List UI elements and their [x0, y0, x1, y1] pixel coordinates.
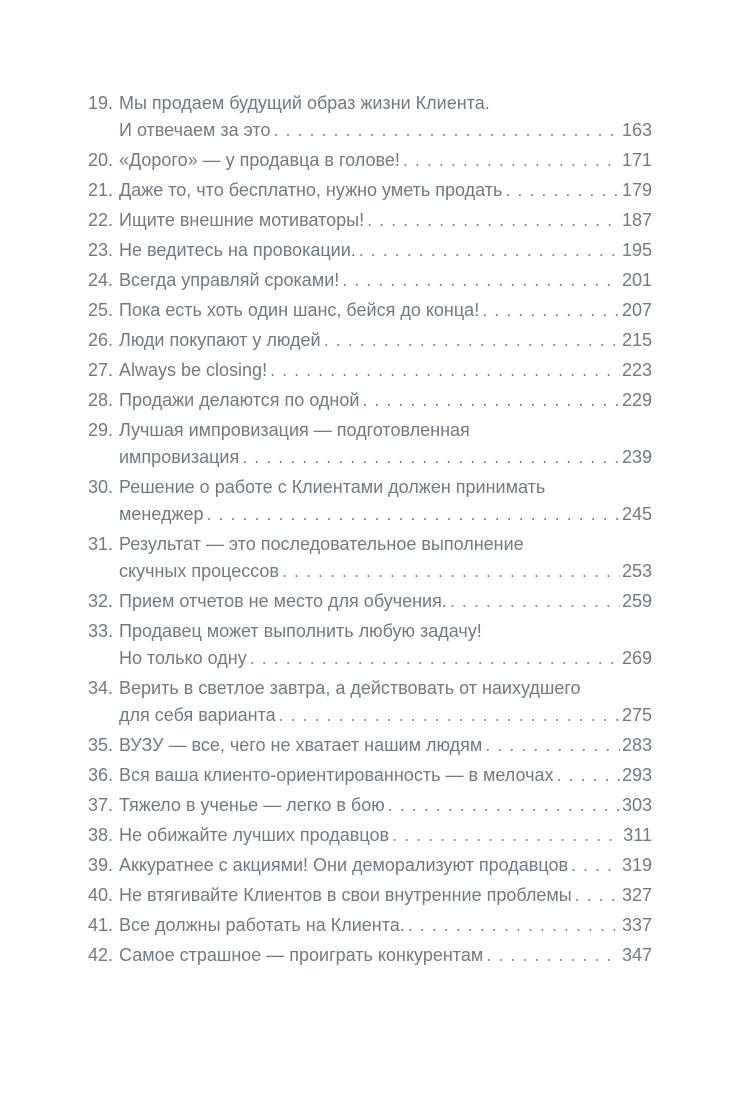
dot-leader — [388, 792, 620, 819]
toc-entry-page-number: 283 — [621, 735, 652, 755]
toc-entry-page-number: 259 — [621, 591, 652, 611]
toc-entry-body — [119, 327, 652, 354]
toc-entry-page-number: 293 — [621, 765, 652, 785]
dot-leader — [485, 732, 620, 759]
toc-entry — [88, 90, 652, 144]
toc-entry-leader-line — [119, 912, 652, 939]
toc-entry-body — [119, 237, 652, 264]
toc-entry-title-line: Продавец может выполнить любую задачу! — [119, 621, 482, 641]
toc-entry-title: Прием отчетов не место для обучения. — [119, 591, 447, 611]
toc-entry-title: Все должны работать на Клиента. — [119, 915, 405, 935]
toc-entry-leader-line — [119, 297, 652, 324]
toc-entry-number: 42. — [88, 945, 114, 965]
toc-entry — [88, 474, 652, 528]
toc-entry-leader-line — [119, 237, 652, 264]
toc-entry-title: Не ведитесь на провокации. — [119, 240, 356, 260]
toc-entry — [88, 732, 652, 759]
dot-leader — [362, 387, 620, 414]
toc-entry-title-line: Верить в светлое завтра, а действовать от наихудшего — [119, 678, 581, 698]
toc-entry-title: Always be closing! — [119, 360, 268, 380]
toc-entry-number: 33. — [88, 621, 114, 641]
toc-entry-body — [119, 882, 652, 909]
toc-entry-title: Не втягивайте Клиентов в свои внутренние проблемы — [119, 885, 572, 905]
toc-entry-body — [119, 852, 652, 879]
toc-entry-leader-line — [119, 942, 652, 969]
toc-entry-number: 41. — [88, 915, 114, 935]
toc-entry-body — [119, 267, 652, 294]
dot-leader — [403, 147, 620, 174]
toc-entry — [88, 912, 652, 939]
toc-entry-number: 31. — [88, 534, 114, 554]
toc-entry-title: Пока есть хоть один шанс, бейся до конца! — [119, 300, 480, 320]
toc-entry-page-number: 347 — [621, 945, 652, 965]
toc-entry-title: Даже то, что бесплатно, нужно уметь продать — [119, 180, 503, 200]
toc-entry — [88, 882, 652, 909]
toc-entry-number: 30. — [88, 477, 114, 497]
toc-entry-title: Но только одну — [119, 648, 247, 668]
toc-entry-page-number: 275 — [621, 705, 652, 725]
toc-entry — [88, 675, 652, 729]
toc-entry-page-number: 215 — [621, 330, 652, 350]
toc-entry-leader-line — [119, 852, 652, 879]
toc-entry-number: 28. — [88, 390, 114, 410]
toc-entry-number: 32. — [88, 591, 114, 611]
toc-entry-title: Люди покупают у людей — [119, 330, 321, 350]
dot-leader — [242, 444, 620, 471]
toc-entry-number: 19. — [88, 93, 114, 113]
toc-entry-title: Аккуратнее с акциями! Они деморализуют продавцов — [119, 855, 569, 875]
toc-entry-body — [119, 618, 652, 672]
toc-entry-leader-line — [119, 588, 652, 615]
toc-entry-leader-line — [119, 357, 652, 384]
dot-leader — [571, 852, 620, 879]
toc-entry-leader-line — [119, 732, 652, 759]
dot-leader — [250, 645, 620, 672]
toc-entry — [88, 531, 652, 585]
toc-entry-leader-line — [119, 792, 652, 819]
toc-entry-page-number: 311 — [623, 825, 652, 845]
toc-entry — [88, 267, 652, 294]
toc-entry-number: 39. — [88, 855, 114, 875]
toc-entry — [88, 297, 652, 324]
toc-entry-title: Тяжело в ученье — легко в бою — [119, 795, 385, 815]
toc-entry-leader-line — [119, 762, 652, 789]
toc-entry — [88, 357, 652, 384]
toc-entry-page-number: 207 — [621, 300, 652, 320]
dot-leader — [282, 558, 620, 585]
toc-entry-leader-line — [119, 267, 652, 294]
toc-entry-body — [119, 177, 652, 204]
dot-leader — [408, 912, 620, 939]
toc-entry-leader-line — [119, 645, 652, 672]
dot-leader — [342, 267, 620, 294]
toc-entry — [88, 177, 652, 204]
toc-entry-body — [119, 762, 652, 789]
toc-entry-body — [119, 207, 652, 234]
toc-entry-page-number: 327 — [621, 885, 652, 905]
toc-entry-number: 24. — [88, 270, 114, 290]
table-of-contents — [88, 90, 652, 972]
toc-entry-number: 35. — [88, 735, 114, 755]
toc-entry-page-number: 337 — [621, 915, 652, 935]
toc-entry-title: ВУЗУ — все, чего не хватает нашим людям — [119, 735, 483, 755]
toc-entry-number: 25. — [88, 300, 114, 320]
toc-entry-leader-line — [119, 147, 652, 174]
toc-entry-page-number: 171 — [621, 150, 652, 170]
toc-entry-leader-line — [119, 501, 652, 528]
toc-entry-title: Не обижайте лучших продавцов — [119, 825, 390, 845]
toc-entry-leader-line — [119, 558, 652, 585]
toc-entry-body — [119, 732, 652, 759]
toc-entry-title: И отвечаем за это — [119, 120, 271, 140]
toc-entry-page-number: 223 — [621, 360, 652, 380]
toc-entry — [88, 147, 652, 174]
toc-entry-number: 23. — [88, 240, 114, 260]
toc-entry — [88, 762, 652, 789]
toc-entry — [88, 618, 652, 672]
toc-entry-leader-line — [119, 702, 652, 729]
toc-entry-page-number: 229 — [621, 390, 652, 410]
dot-leader — [359, 237, 620, 264]
toc-entry-body — [119, 357, 652, 384]
toc-entry-title-line: Результат — это последовательное выполнение — [119, 534, 524, 554]
toc-entry-page-number: 319 — [621, 855, 652, 875]
toc-entry-number: 34. — [88, 678, 114, 698]
toc-entry — [88, 387, 652, 414]
dot-leader — [324, 327, 620, 354]
toc-entry-number: 36. — [88, 765, 114, 785]
toc-entry-page-number: 201 — [621, 270, 652, 290]
toc-entry-title: «Дорого» — у продавца в голове! — [119, 150, 400, 170]
toc-entry-title: Всегда управляй сроками! — [119, 270, 340, 290]
toc-entry-leader-line — [119, 207, 652, 234]
toc-entry-body — [119, 531, 652, 585]
toc-entry-page-number: 245 — [621, 504, 652, 524]
toc-entry-number: 29. — [88, 420, 114, 440]
toc-entry-number: 26. — [88, 330, 114, 350]
toc-entry-page-number: 187 — [621, 210, 652, 230]
toc-entry-page-number: 269 — [621, 648, 652, 668]
toc-entry-body — [119, 90, 652, 144]
toc-entry-body — [119, 417, 652, 471]
toc-entry-leader-line — [119, 327, 652, 354]
dot-leader — [557, 762, 620, 789]
toc-entry-title-line: Лучшая импровизация — подготовленная — [119, 420, 470, 440]
toc-entry-leader-line — [119, 882, 652, 909]
toc-entry-leader-line — [119, 117, 652, 144]
toc-entry-number: 40. — [88, 885, 114, 905]
toc-entry-body — [119, 297, 652, 324]
toc-entry — [88, 852, 652, 879]
toc-entry-page-number: 253 — [621, 561, 652, 581]
toc-entry-number: 38. — [88, 825, 114, 845]
toc-entry — [88, 417, 652, 471]
toc-entry-body — [119, 474, 652, 528]
toc-entry — [88, 942, 652, 969]
toc-entry-title-line: Решение о работе с Клиентами должен принимать — [119, 477, 546, 497]
toc-entry — [88, 207, 652, 234]
dot-leader — [273, 117, 620, 144]
toc-entry-number: 27. — [88, 360, 114, 380]
toc-entry-number: 37. — [88, 795, 114, 815]
toc-entry-body — [119, 588, 652, 615]
toc-entry-body — [119, 942, 652, 969]
toc-entry-number: 20. — [88, 150, 114, 170]
dot-leader — [270, 357, 620, 384]
toc-entry-page-number: 195 — [621, 240, 652, 260]
toc-entry-number: 22. — [88, 210, 114, 230]
dot-leader — [367, 207, 620, 234]
toc-entry-body — [119, 822, 652, 849]
toc-entry-page-number: 239 — [621, 447, 652, 467]
toc-entry-title: импровизация — [119, 447, 240, 467]
toc-entry — [88, 822, 652, 849]
toc-entry-title: Ищите внешние мотиваторы! — [119, 210, 365, 230]
toc-entry — [88, 792, 652, 819]
toc-entry-body — [119, 675, 652, 729]
toc-entry — [88, 327, 652, 354]
toc-entry-title: для себя варианта — [119, 705, 276, 725]
dot-leader — [505, 177, 620, 204]
dot-leader — [279, 702, 620, 729]
toc-entry-leader-line — [119, 822, 652, 849]
toc-entry-title: менеджер — [119, 504, 204, 524]
toc-entry-page-number: 179 — [621, 180, 652, 200]
toc-entry-body — [119, 147, 652, 174]
toc-entry-page-number: 303 — [621, 795, 652, 815]
toc-entry-leader-line — [119, 444, 652, 471]
dot-leader — [486, 942, 620, 969]
toc-entry-body — [119, 912, 652, 939]
toc-entry — [88, 588, 652, 615]
dot-leader — [575, 882, 620, 909]
toc-entry-title-line: Мы продаем будущий образ жизни Клиента. — [119, 93, 490, 113]
toc-entry-title: скучных процессов — [119, 561, 279, 581]
toc-entry-body — [119, 387, 652, 414]
toc-entry-title: Продажи делаются по одной — [119, 390, 360, 410]
toc-entry-number: 21. — [88, 180, 114, 200]
dot-leader — [392, 822, 621, 849]
dot-leader — [207, 501, 620, 528]
toc-entry-page-number: 163 — [621, 120, 652, 140]
toc-entry-leader-line — [119, 387, 652, 414]
dot-leader — [450, 588, 620, 615]
toc-entry — [88, 237, 652, 264]
dot-leader — [482, 297, 620, 324]
toc-entry-title: Самое страшное — проиграть конкурентам — [119, 945, 484, 965]
toc-entry-title: Вся ваша клиенто-ориентированность — в мелочах — [119, 765, 554, 785]
toc-entry-leader-line — [119, 177, 652, 204]
toc-entry-body — [119, 792, 652, 819]
